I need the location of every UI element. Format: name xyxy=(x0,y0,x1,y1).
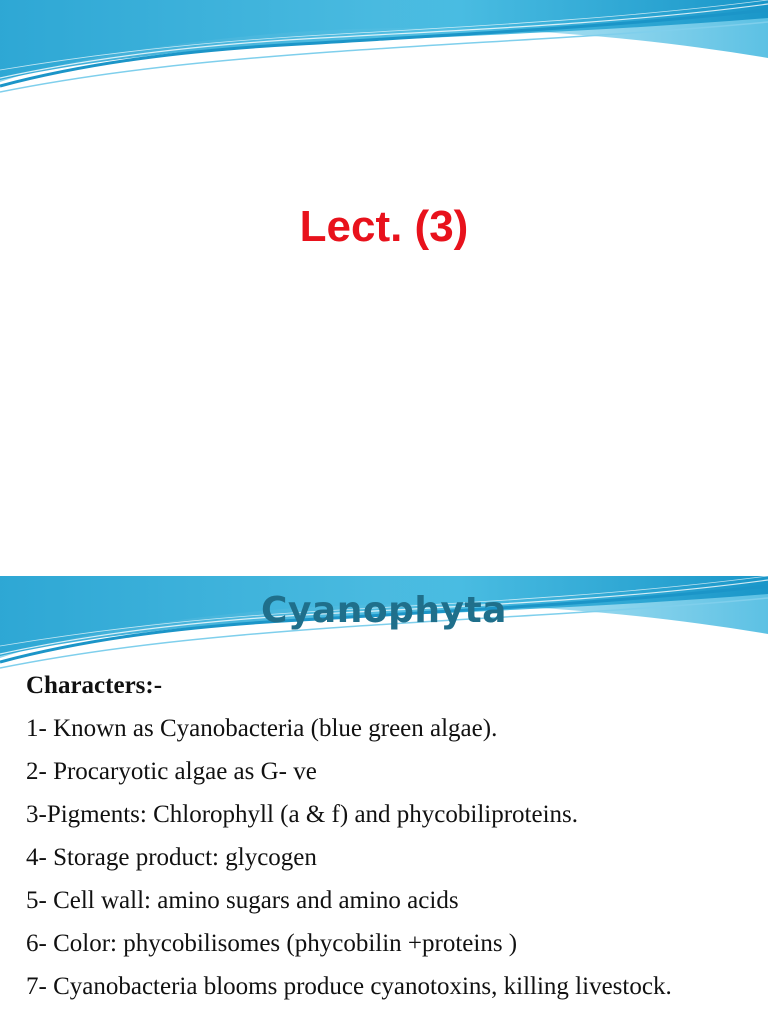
wave-header-graphic xyxy=(0,0,768,110)
list-item: 2- Procaryotic algae as G- ve xyxy=(26,758,317,785)
list-item: 4- Storage product: glycogen xyxy=(26,844,317,871)
section-title: Cyanophyta xyxy=(261,590,507,631)
list-item: 3-Pigments: Chlorophyll (a & f) and phycobiliproteins. xyxy=(26,801,579,828)
characters-list xyxy=(26,664,733,1008)
list-item: 1- Known as Cyanobacteria (blue green algae). xyxy=(26,715,498,742)
list-item: 6- Color: phycobilisomes (phycobilin +proteins ) xyxy=(26,930,518,957)
list-item: 7- Cyanobacteria blooms produce cyanotoxins, killing livestock. xyxy=(26,973,672,1000)
lecture-title: Lect. (3) xyxy=(299,202,469,251)
list-item: 5- Cell wall: amino sugars and amino acids xyxy=(26,887,459,914)
characters-heading: Characters:- xyxy=(26,672,163,699)
slide-2 xyxy=(0,576,768,1024)
